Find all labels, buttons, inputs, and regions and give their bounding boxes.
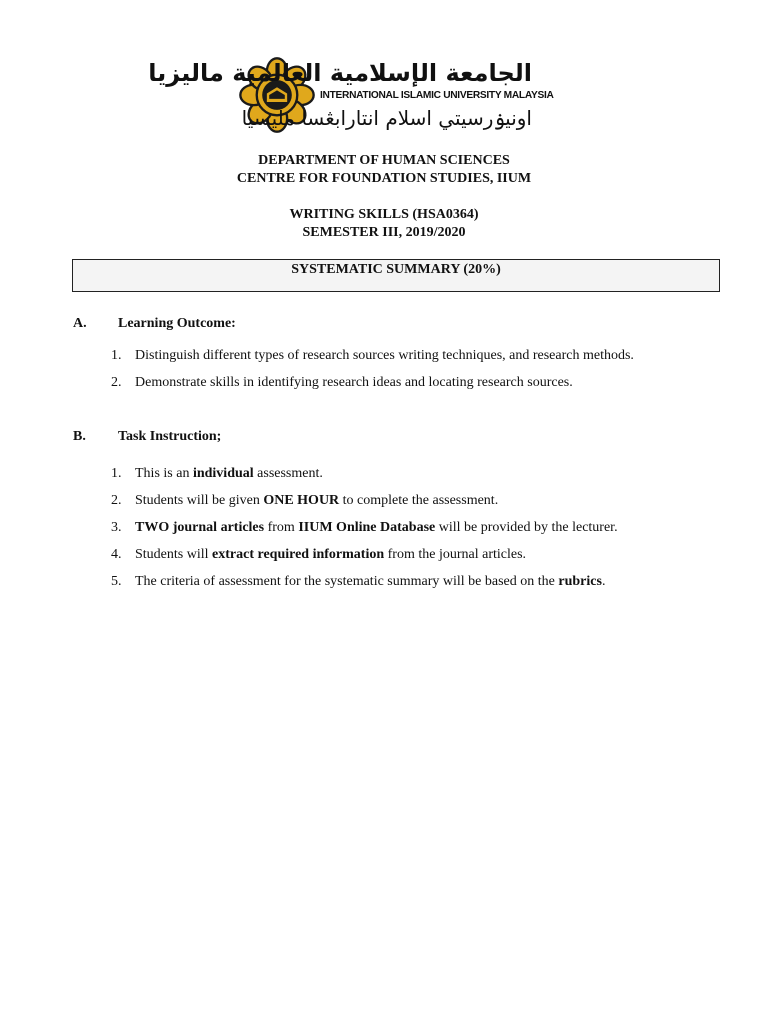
english-university-name: INTERNATIONAL ISLAMIC UNIVERSITY MALAYSIA bbox=[320, 90, 554, 101]
task-instruction-item bbox=[111, 573, 605, 591]
item-emphasis: IIUM Online Database bbox=[298, 520, 436, 535]
learning-outcome-item bbox=[111, 347, 634, 365]
item-text: Distinguish different types of research sources writing techniques, and research methods. bbox=[135, 348, 634, 363]
item-number: 2. bbox=[111, 375, 122, 390]
learning-outcome-item bbox=[111, 374, 573, 392]
item-text: This is an bbox=[135, 466, 193, 481]
item-text: Students will bbox=[135, 547, 213, 562]
centre-heading: CENTRE FOR FOUNDATION STUDIES, IIUM bbox=[236, 171, 532, 186]
item-emphasis: ONE HOUR bbox=[263, 493, 340, 508]
semester-heading: SEMESTER III, 2019/2020 bbox=[302, 225, 466, 240]
item-text: assessment. bbox=[253, 466, 323, 481]
item-text: Demonstrate skills in identifying research ideas and locating research sources. bbox=[135, 375, 573, 390]
item-text: Students will be given bbox=[135, 493, 264, 508]
item-text: The criteria of assessment for the systematic summary will be based on the bbox=[135, 574, 559, 589]
item-text: from bbox=[264, 520, 299, 535]
item-emphasis: TWO journal articles bbox=[135, 520, 265, 535]
arabic-university-name: الجامعة الإسلامية العالمية ماليزيا bbox=[148, 59, 532, 87]
item-number: 1. bbox=[111, 348, 122, 363]
item-text: to complete the assessment. bbox=[339, 493, 499, 508]
section-b-title: Task Instruction; bbox=[118, 429, 222, 444]
section-a-heading bbox=[73, 315, 236, 333]
item-text: from the journal articles. bbox=[384, 547, 527, 562]
item-number: 5. bbox=[111, 574, 122, 589]
task-instruction-item bbox=[111, 546, 526, 564]
assessment-title: SYSTEMATIC SUMMARY (20%) bbox=[291, 262, 501, 277]
section-b-heading bbox=[73, 428, 221, 446]
department-heading: DEPARTMENT OF HUMAN SCIENCES bbox=[258, 153, 510, 168]
task-instruction-item bbox=[111, 465, 323, 483]
task-instruction-item bbox=[111, 519, 618, 537]
university-logo bbox=[148, 56, 554, 138]
item-text: will be provided by the lecturer. bbox=[435, 520, 618, 535]
item-text: . bbox=[601, 574, 606, 589]
course-heading: WRITING SKILLS (HSA0364) bbox=[289, 207, 479, 222]
item-number: 4. bbox=[111, 547, 122, 562]
section-a-title: Learning Outcome: bbox=[118, 316, 236, 331]
assessment-title-box bbox=[72, 259, 720, 292]
item-number: 3. bbox=[111, 520, 122, 535]
item-emphasis: extract required information bbox=[212, 547, 385, 562]
item-number: 1. bbox=[111, 466, 122, 481]
item-number: 2. bbox=[111, 493, 122, 508]
task-instruction-item bbox=[111, 492, 498, 510]
section-a-letter: A. bbox=[73, 316, 87, 331]
item-emphasis: rubrics bbox=[558, 574, 602, 589]
jawi-university-name: اونيۏرسيتي اسلام انتارابڠسا مليسيا bbox=[241, 106, 532, 130]
item-emphasis: individual bbox=[192, 466, 254, 481]
section-b-letter: B. bbox=[73, 429, 86, 444]
